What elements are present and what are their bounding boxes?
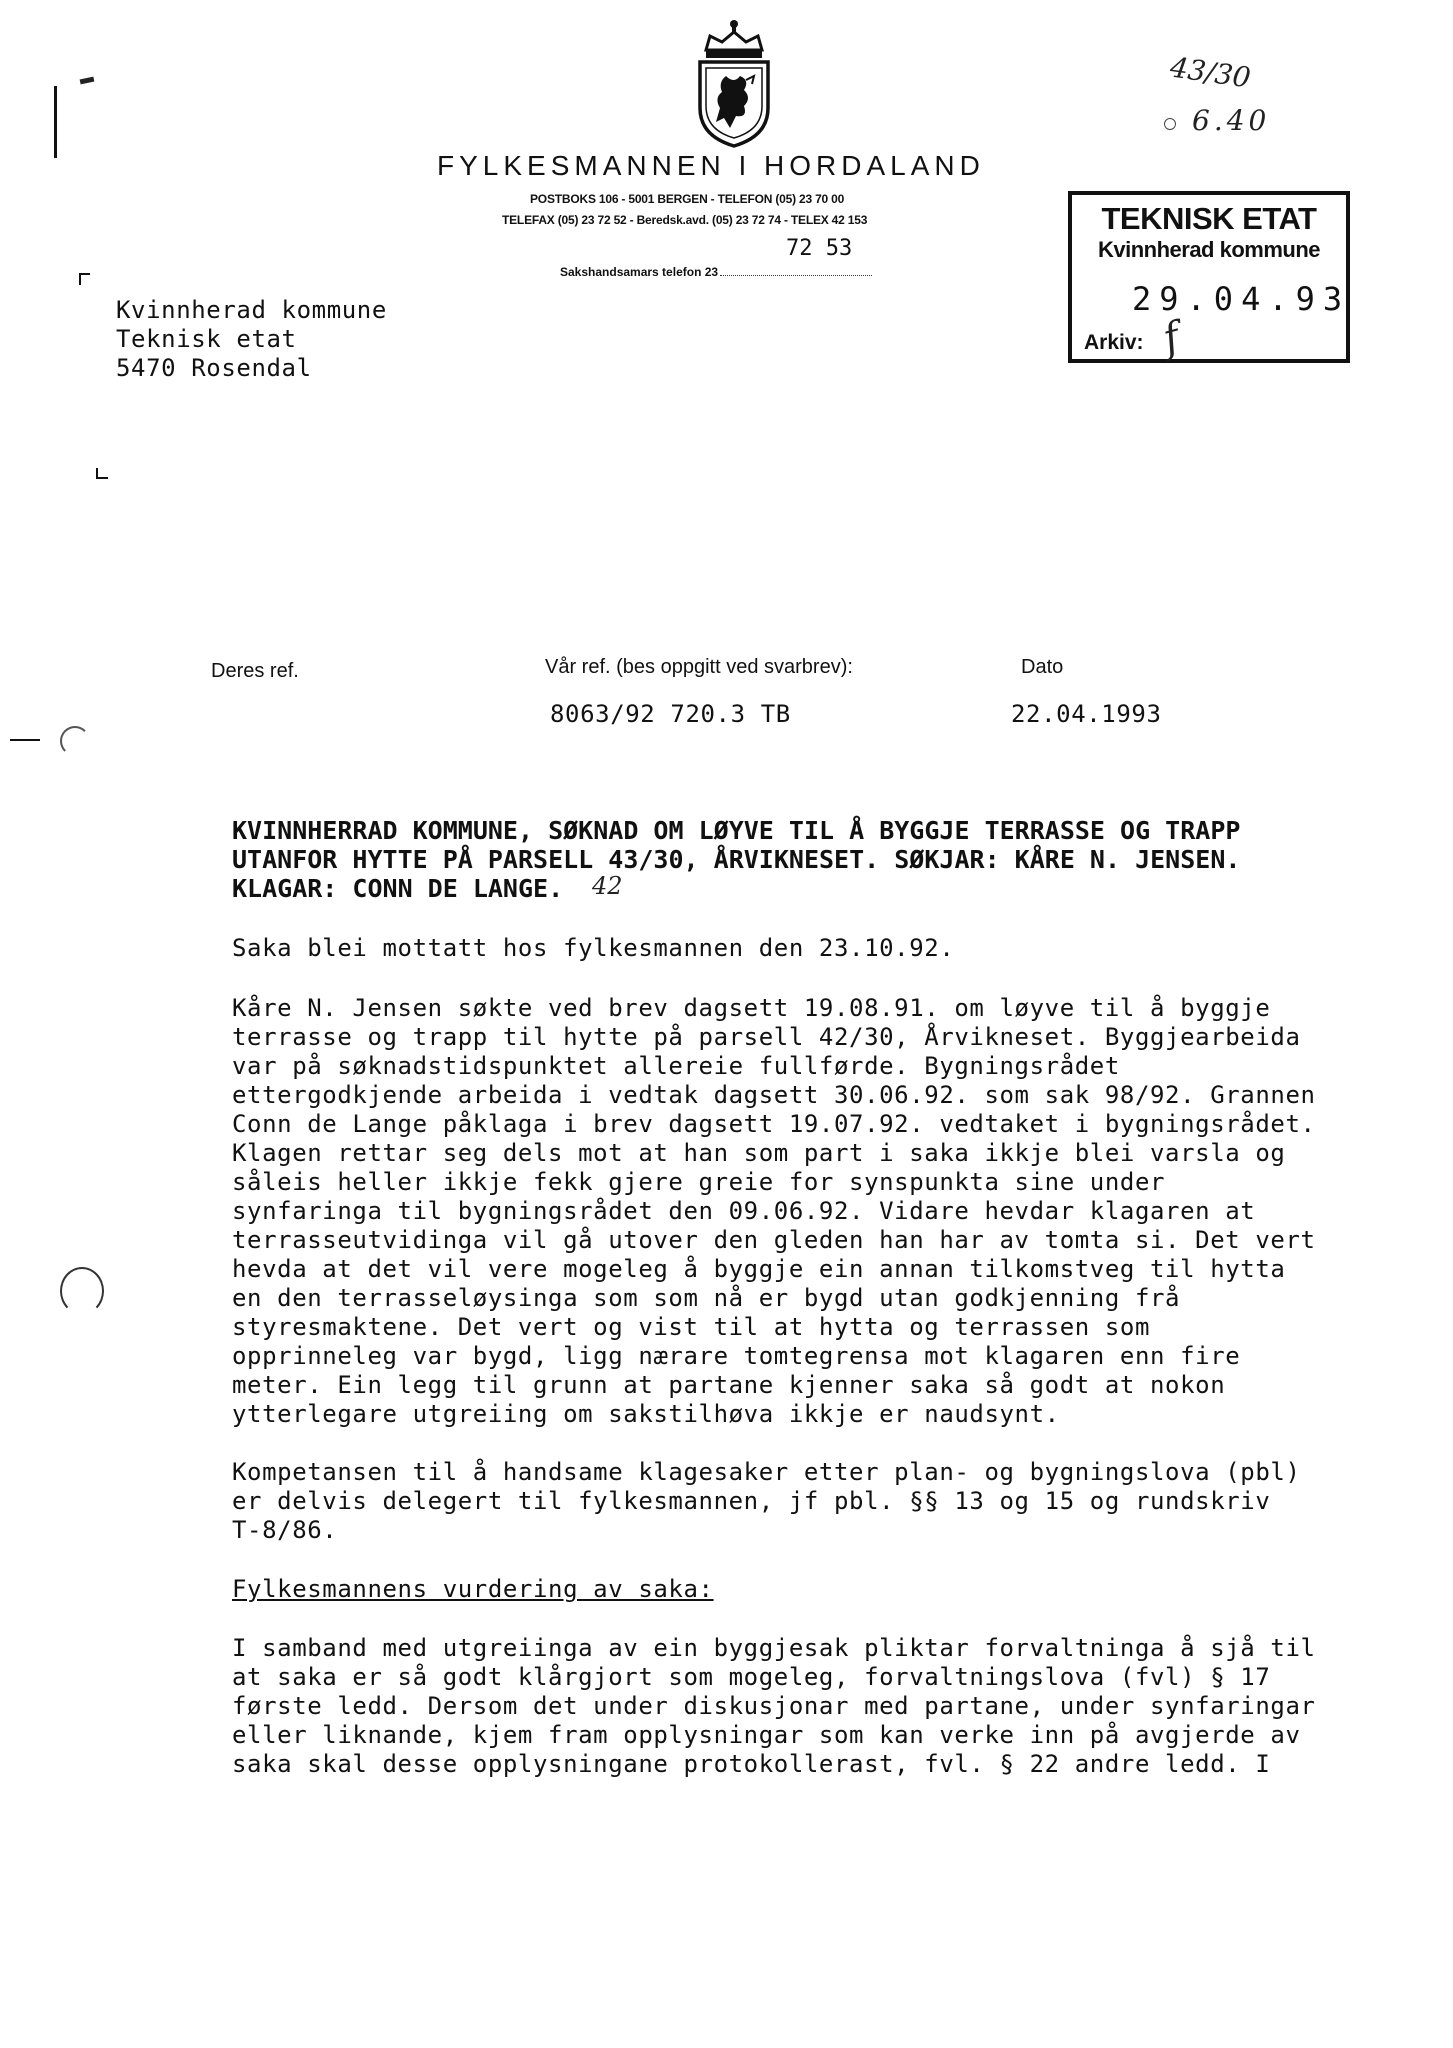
stamp-date: 29.04.93	[1132, 280, 1351, 318]
text-line: er delvis delegert til fylkesmannen, jf pbl. §§ 13 og 15 og rundskriv	[232, 1487, 1271, 1515]
text-line: at saka er så godt klårgjort som mogeleg, forvaltningslova (fvl) § 17	[232, 1663, 1271, 1691]
address-corner-bl	[96, 468, 108, 479]
text-line: ettergodkjende arbeida i vedtak dagsett 30.06.92. som sak 98/92. Grannen	[232, 1081, 1316, 1109]
phone-dotted-leader	[720, 275, 872, 276]
handwritten-circle-mark	[1164, 118, 1176, 130]
address-corner-tl	[79, 273, 90, 285]
text-line: Klagen rettar seg dels mot at han som part i saka ikkje blei varsla og	[232, 1139, 1286, 1167]
text-line: terrasseutvidinga vil gå utover den gleden han har av tomta si. Det vert	[232, 1226, 1316, 1254]
letter-date: 22.04.1993	[1011, 700, 1162, 728]
text-line: såleis heller ikkje fekk gjere greie for synspunkta sine under	[232, 1168, 1166, 1196]
postal-address-line: POSTBOKS 106 - 5001 BERGEN - TELEFON (05) 23 70 00	[530, 192, 845, 206]
fold-arc-1	[60, 726, 90, 756]
handwritten-archive-code: 43/30	[1168, 50, 1253, 95]
margin-speck	[80, 77, 95, 85]
text-line: opprinneleg var bygd, ligg nærare tomtegrensa mot klagaren enn fire	[232, 1342, 1241, 1370]
text-line: var på søknadstidspunktet allereie fullførde. Bygningsrådet	[232, 1052, 1120, 1080]
coat-of-arms-logo	[692, 18, 776, 148]
margin-bracket-top	[54, 86, 57, 158]
agency-name: FYLKESMANNEN I HORDALAND	[437, 150, 985, 181]
phone-label-text: Sakshandsamars telefon 23	[560, 265, 719, 279]
stamp-subtitle: Kvinnherad kommune	[1097, 237, 1321, 262]
fax-line: TELEFAX (05) 23 72 52 - Beredsk.avd. (05) 23 72 74 - TELEX 42 153	[502, 213, 868, 227]
handwritten-subject-note: 42	[592, 872, 623, 900]
your-ref-label: Deres ref.	[211, 660, 299, 682]
received-stamp	[1068, 191, 1350, 363]
subject-line-3: KLAGAR: CONN DE LANGE.	[232, 874, 564, 903]
text-line: hevda at det vil vere mogeleg å byggje ein annan tilkomstveg til hytta	[232, 1255, 1286, 1283]
text-line: terrasse og trapp til hytte på parsell 42/30, Årvikneset. Byggjearbeida	[232, 1023, 1301, 1051]
subject-line-2: UTANFOR HYTTE PÅ PARSELL 43/30, ÅRVIKNESET. SØKJAR: KÅRE N. JENSEN.	[232, 845, 1241, 874]
text-line: første ledd. Dersom det under diskusjonar med partane, under synfaringar	[232, 1692, 1316, 1720]
text-line: styresmaktene. Det vert og vist til at hytta og terrassen som	[232, 1313, 1151, 1341]
text-line: T-8/86.	[232, 1516, 338, 1544]
recipient-postal: 5470 Rosendal	[116, 354, 312, 382]
date-label: Dato	[1021, 656, 1064, 678]
text-line: eller liknande, kjem fram opplysningar som kan verke inn på avgjerde av	[232, 1721, 1301, 1749]
recipient-name: Kvinnherad kommune	[116, 296, 387, 324]
subject-line-1: KVINNHERRAD KOMMUNE, SØKNAD OM LØYVE TIL Å BYGGJE TERRASSE OG TRAPP	[232, 816, 1241, 845]
extension-number: 72 53	[786, 236, 853, 261]
punch-hole-arc	[60, 1267, 104, 1315]
background-paragraph	[232, 994, 1316, 1429]
section-heading: Fylkesmannens vurdering av saka:	[232, 1575, 714, 1603]
text-line: ytterlegare utgreiing om sakstilhøva ikkje er naudsynt.	[232, 1400, 1060, 1428]
text-line: Conn de Lange påklaga i brev dagsett 19.07.92. vedtaket i bygningsrådet.	[232, 1110, 1316, 1138]
text-line: Kåre N. Jensen søkte ved brev dagsett 19.08.91. om løyve til å byggje	[232, 994, 1271, 1022]
handwritten-ref-number: 6.40	[1192, 104, 1271, 137]
text-line: en den terrasseløysinga som som nå er bygd utan godkjenning frå	[232, 1284, 1181, 1312]
competence-paragraph	[232, 1458, 1301, 1545]
text-line: synfaringa til bygningsrådet den 09.06.92. Vidare hevdar klagaren at	[232, 1197, 1256, 1225]
text-line: I samband med utgreiinga av ein byggjesak pliktar forvaltninga å sjå til	[232, 1634, 1316, 1662]
text-line: Kompetansen til å handsame klagesaker etter plan- og bygningslova (pbl)	[232, 1458, 1301, 1486]
fold-mark	[10, 739, 40, 741]
stamp-archive-label: Arkiv:	[1084, 331, 1144, 354]
stamp-archive-value: f	[1158, 313, 1185, 363]
our-ref-value: 8063/92 720.3 TB	[550, 700, 791, 728]
assessment-paragraph	[232, 1634, 1316, 1779]
text-line: saka skal desse opplysningane protokollerast, fvl. § 22 andre ledd. I	[232, 1750, 1271, 1778]
text-line: meter. Ein legg til grunn at partane kjenner saka så godt at nokon	[232, 1371, 1226, 1399]
received-sentence: Saka blei mottatt hos fylkesmannen den 23.10.92.	[232, 934, 955, 962]
our-ref-label: Vår ref. (bes oppgitt ved svarbrev):	[545, 656, 853, 678]
caseworker-phone-label	[560, 265, 872, 279]
stamp-title: TEKNISK ETAT	[1101, 201, 1317, 236]
recipient-department: Teknisk etat	[116, 325, 297, 353]
